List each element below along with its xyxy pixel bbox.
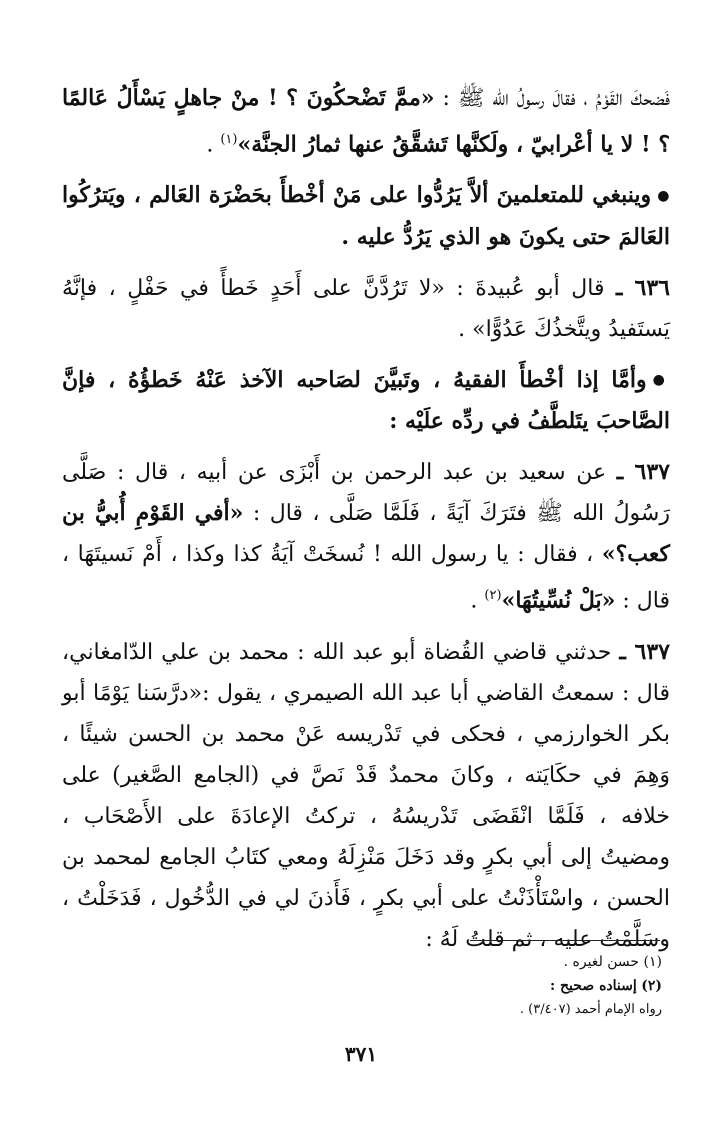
footnote-2-label: (٢) [641,978,662,994]
bullet-icon: ● [652,372,670,389]
sentence-end: . [470,588,485,614]
page-number: ٣٧١ [344,1042,378,1066]
footnote-ref-2[interactable]: (٢) [484,588,502,604]
sentence-end: . [206,132,221,158]
footnote-2-source: رواه الإمام أحمد (٣/٤٠٧) . [519,1002,662,1017]
prophet-quote: «ممَّ تَضْحكُونَ ؟ ! منْ جاهلٍ يَسْأَلُ عَالمًا ؟ ! لا يا أعْرابيّ ، ولَكنَّها تَشقَّقُ عنها ثمارُ الجنَّة» [62,85,670,158]
athar-number: ٦٣٦ ـ [615,274,670,301]
paragraph-text: وينبغي للمتعلمينَ ألاَّ يَرُدُّوا على مَنْ أخْطأَ بحَضْرَة العَالم ، ويَترُكُوا العَالمَ حتى يكونَ هو الذي يَرُدُّ عليه . [62,182,670,250]
narration-text-2: ، فقال : يا رسول الله ! نُسخَتْ آيَةُ كذا وكذا ، أَمْ نَسيتَهَا ، قال : [62,542,670,614]
paragraph-athar-637-story [62,632,670,960]
page-body [62,78,670,970]
footnote-divider [470,940,660,941]
footnote-ref-1[interactable]: (١) [220,132,238,147]
footnotes [300,950,662,1022]
footnote-2 [300,974,662,998]
athar-number: ٦٣٧ ـ [619,638,670,665]
prophet-answer: «بَلْ نُسِّيتُهَا» [501,587,616,614]
paragraph-hadith-laughter [62,78,670,165]
paragraph-text: حدثني قاضي القُضاة أبو عبد الله : محمد بن علي الدّامغاني، قال : سمعتُ القاضي أبا عبد الله الصيمري ، يقول :«درَّسَنا يَوْمًا أبو بكر الخوارزمي ، فحكى في تَدْريسه عَنْ محمد بن الحسن شيئًا ، وَهِمَ في حكَايَته ، وكانَ محمدٌ قَدْ نَصَّ في (الجامع الصَّغير) على خلافه ، فَلَمَّا انْقَضَى تَدْريسُهُ ، تركتُ الإعادَةَ على الأَصْحَاب ، ومضيتُ إلى أبي بكرٍ وقد دَخَلَ مَنْزِلَهُ ومعي كتَابُ الجامع لمحمد بن الحسن ، واسْتَأْذَنْتُ على أبي بكرٍ ، فَأَذنَ لي في الدُّخُول ، فَدَخَلْتُ ، وسَلَّمْتُ عليه ، ثم قلتُ لَهُ : [62,639,670,952]
paragraph-faqih-error [62,360,670,443]
paragraph-text: وأمَّا إذا أخْطأَ الفقيهُ ، وتَبيَّنَ لصَاحبه الآخذ عَنْهُ خَطؤُهُ ، فإنَّ الصَّاحبَ يتَلطَّفُ في ردِّه علَيْه : [62,366,670,435]
paragraph-hadith-637 [62,452,670,621]
footnote-2-grading: إسناده صحيح : [549,978,637,994]
narration-intro: فَضحكَ القَوْمُ ، فقالَ رسولُ الله ﷺ : [434,86,670,111]
prophet-question: «أفي القَوْمِ أُبيُّ بن كعب؟» [62,500,670,568]
bullet-icon: ● [657,187,670,204]
paragraph-text: قال أبو عُبيدةَ : «لا تَرُدَّنَّ على أَحَدٍ خَطأً في حَفْلٍ ، فإنَّهُ يَستَفيدُ ويتَّخذُكَ عَدُوًّا» . [62,275,670,342]
paragraph-athar-636 [62,268,670,350]
hadith-number: ٦٣٧ ـ [616,459,670,486]
narration-text: عن سعيد بن عبد الرحمن بن أَبْزَى عن أبيه ، قال : صَلَّى رَسُولُ الله ﷺ فتَرَكَ آيَةً ، فَلَمَّا صَلَّى ، قال : [62,460,670,527]
footnote-1: (١) حسن لغيره . [563,954,662,970]
paragraph-advice-students [62,175,670,258]
